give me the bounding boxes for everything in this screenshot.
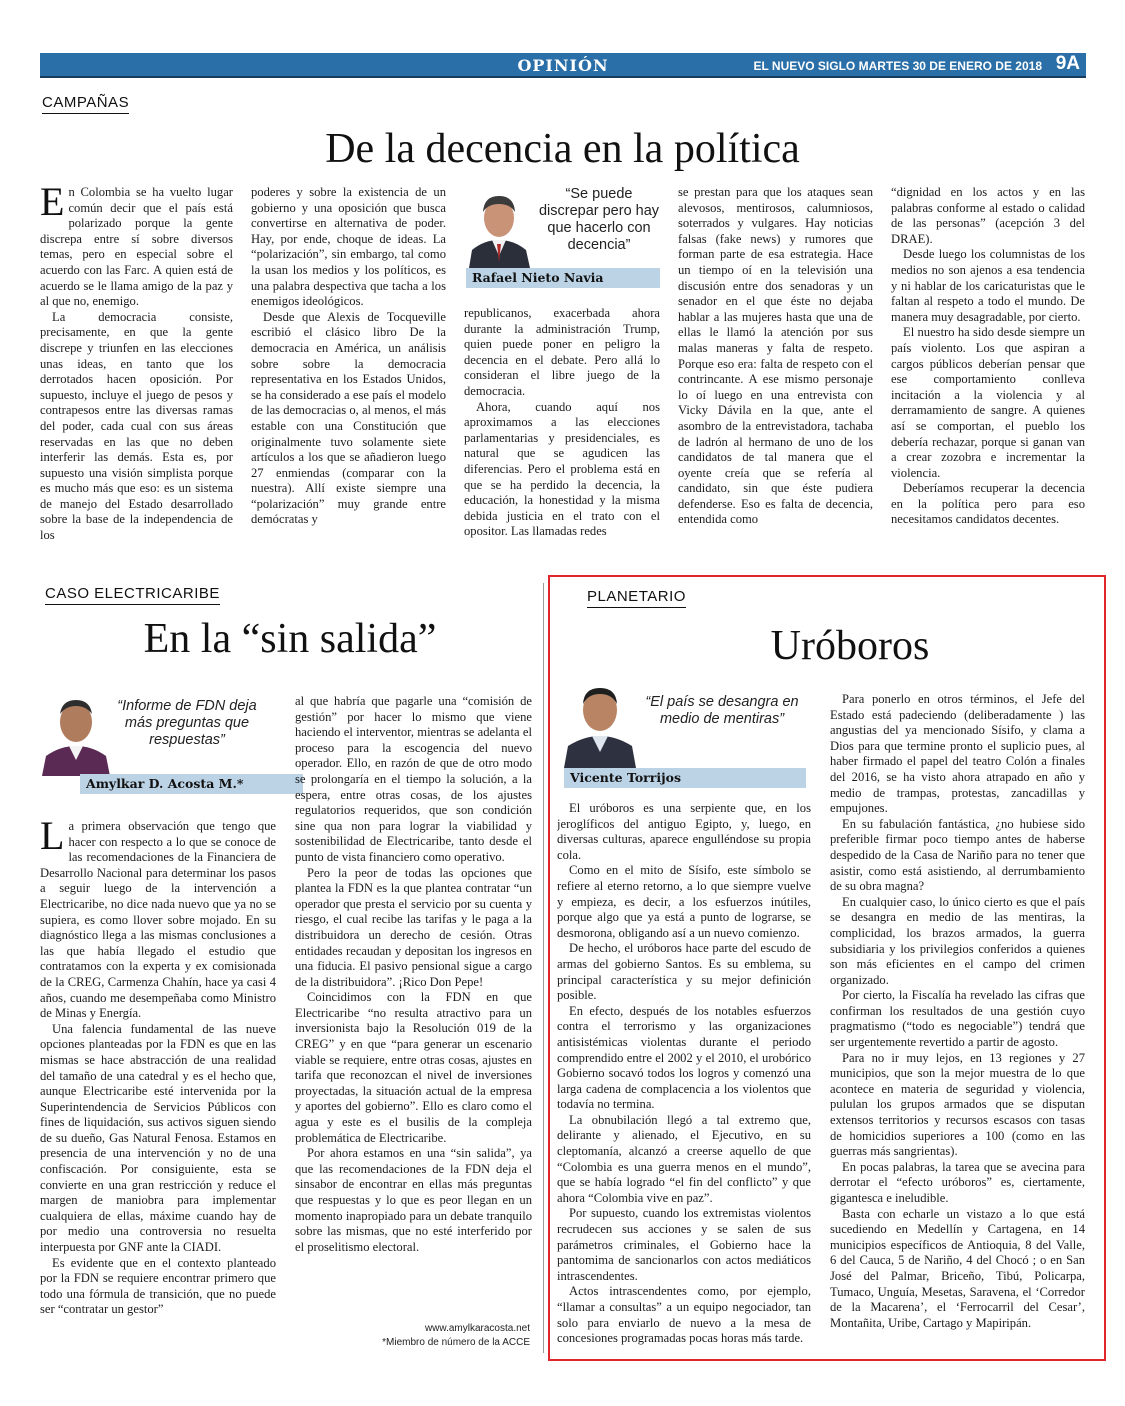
author-byline: Rafael Nieto Navia — [466, 268, 660, 288]
column-rule — [543, 583, 544, 1353]
page-number: 9A — [1055, 53, 1080, 74]
article1-column-2: poderes y sobre la existencia de un gobierno y una oposición que busca convertirse en alternativa de poder. Hay, por ende, choque de ideas. La “polarización”, sin embargo, tal como la usan los medios y los políticos, es una palabra despectiva que tacha a los enemigos ideológicos. Desde que Alexis de Tocqueville escribió el clásico libro De la democracia en América, un análisis sobre sobre la democracia representativa en los Estados Unidos, se ha considerado a ese país el modelo de las democracias o, al menos, el más estable con una Constitución que originalmente tuvo solamente siete artículos a los que se añadieron luego 27 enmiendas (comparar con la nuestra). Allí existe siempre una “polarización” muy grande entre demócratas y — [251, 185, 446, 527]
article3-column-2: Para ponerlo en otros términos, el Jefe del Estado está padeciendo (deliberadamente ) las angustias del ya mencionado Sísifo, y clama a Dios para que termine pronto el suplicio pues, al haber firmado el papel del teatro Colón a finales del 2016, se ha visto ahora atrapado en año y medio de trampas, protestas, zancadillas y empujones. En su fabulación fantástica, ¿no hubiese sido preferible firmar poco tiempo antes de haberse despedido de la Casa de Nariño para no tener que asistir, como está asistiendo, al derrumbamiento de su obra magna? En cualquier caso, lo único cierto es que el país se desangra en medio de las mentiras, la complicidad, los brazos armados, la guerra subsidiaria y los privilegios conferidos a quienes son más eficientes en el campo del crimen organizado. Por cierto, la Fiscalía ha revelado las cifras que confirman los resultados de una gestión cuyo pragmatismo (“todo es negociable”) tendrá que ser urgentemente revertido a partir de agosto. Para no ir muy lejos, en 13 regiones y 27 municipios, que son la mejor muestra de lo que acontece en materia de seguridad y violencia, pululan los grupos armados que se disputan extensos territorios y recursos escasos con tasas de homicidios superiores a 100 (como en las guerras más sangrientas). En pocas palabras, la tarea que se avecina para derrotar el “efecto uróboros” es, ciertamente, gigantesca e ineludible. Basta con echarle un vistazo a lo que está sucediendo en Medellín y Cartagena, en 14 municipios específicos de Antioquia, 8 del Valle, 6 del Cauca, 5 de Nariño, 4 del Chocó ; o en San José del Palmar, Briceño, Tibú, Policarpa, Tumaco, Unguía, Mesetas, Saravena, el ‘Corredor de la Macarena’, el ‘Ferrocarril del Cesar’, Montañita, Uribe, Cartago y Mapiripán. — [830, 692, 1085, 1330]
section-title: OPINIÓN — [517, 56, 609, 75]
author-quote: “Informe de FDN deja más preguntas que respuestas” — [117, 698, 257, 748]
article1-headline: De la decencia en la política — [325, 126, 800, 172]
article1-column-1: En Colombia se ha vuelto lugar común decir que el país está polarizado porque la gente discrepa entre sí sobre diversos temas, pero en especial sobre el acuerdo con las Farc. A quien está de acuerdo se le llama amigo de la paz y al que no, enemigo. La democracia consiste, precisamente, en que la gente discrepe y triunfen en las elecciones unas ideas, en tanto que los derrotados hacen oposición. Por supuesto, incluye el juego de pesos y contrapesos entre las diversas ramas del poder, cada cual con sus áreas reservadas en las que no deben interferir las demás. Esta es, por supuesto una visión simplista porque es mucho más que eso: es un sistema de manejo del Estado desarrollado sobre la base de la independencia de los — [40, 185, 233, 543]
author-byline: Vicente Torrijos — [564, 768, 806, 788]
author-box-nieto — [464, 182, 660, 287]
author-quote: “El país se desangra en medio de mentiras” — [645, 694, 799, 727]
dropcap: E — [40, 185, 65, 224]
author-box-torrijos — [562, 676, 806, 788]
article2-kicker: CASO ELECTRICARIBE — [45, 585, 220, 605]
article1-column-5: “dignidad en los actos y en las palabras conforme al estado o calidad de las personas” (acepción 3 del DRAE). Desde luego los columnistas de los medios no son ajenos a esa tendencia y ni hablar de los caricaturistas que le faltan al respeto a todo el mundo. De manera muy desagradable, por cierto. El nuestro ha sido desde siempre un país violento. Los que aspiran a cargos públicos deberían pensar que ese comportamiento conlleva incitación a la violencia y al derramamiento de sangre. A quienes así se comportan, el pueblo los debería rechazar, porque si ganan van a crear zozobra e incrementar la violencia. Deberíamos recuperar la decencia en la política pero para eso necesitamos candidatos decentes. — [891, 185, 1085, 527]
author-portrait — [40, 690, 112, 776]
article3-column-1: El uróboros es una serpiente que, en los jeroglíficos del antiguo Egipto, y, luego, en diversas culturas, aparece engulléndose su propia cola. Como en el mito de Sísifo, este símbolo se refiere al eterno retorno, a lo que siempre vuelve y empieza, es decir, a los esfuerzos inútiles, porque algo que ya está a punto de lograrse, se desmorona, obligando así a un nuevo comienzo. De hecho, el uróboros hace parte del escudo de armas del gobierno Santos. Es su emblema, su principal característica y su mejor definición posible. En efecto, después de los notables esfuerzos contra el terrorismo y las organizaciones antisistémicas violentas durante el periodo comprendido entre el 2002 y el 2010, el urobórico Gobierno socavó todos los logros y comenzó una larga cadena de complacencia a los violentos que todavía no termina. La obnubilación llegó a tal extremo que, delirante y alienado, el Ejecutivo, en su cleptomanía, alcanzó a creerse aquello de que “Colombia es una guerra menos en el mundo”, que se había logrado “el fin del conflicto” y que ahora “Colombia vive en paz”. Por supuesto, cuando los extremistas violentos recrudecen sus acciones y se salen de sus parámetros criminales, el Gobierno hace la pantomima de sancionarlos con actos mediáticos intrascendentes. Actos intrascendentes como, por ejemplo, “llamar a consultas” a un equipo negociador, tan solo para enviarlo de nuevo a la mesa de concesiones programadas pocas horas más tarde. — [557, 801, 811, 1346]
article1-column-4: se prestan para que los ataques sean alevosos, mentirosos, calumniosos, soterrados y vulgares. Hay noticias falsas (fake news) y rumores que forman parte de esa estrategia. Hace un tiempo oí en la televisión una discusión entre dos senadoras y un senador en el que éste no dejaba hablar a las mujeres hasta que una de ellas le llamó la atención por sus malas maneras y falta de respeto. Porque eso era: falta de respeto con el contrincante. A ese mismo personaje lo oí luego en una entrevista con Vicky Dávila en la que, ante el asombro de la entrevistadora, tachaba de ladrón al hermano de uno de los candidatos de tal manera que el oyente creía que se refería al candidato, sin que éste pudiera defenderse. Eso es falta de decencia, entendida como — [678, 185, 873, 527]
author-box-acosta — [40, 690, 264, 794]
article2-column-2: al que habría que pagarle una “comisión de gestión” por hacer lo mismo que viene haciendo el interventor, mientras se adelanta el proceso para la escogencia del nuevo operador. Ello, en razón de que de otro modo se prolongaría en el tiempo la solución, a la espera, entre otras cosas, de los ajustes regulatorios requeridos, que son condición sine qua non para lograr la viabilidad y sostenibilidad de Electricaribe, tanto desde el punto de vista financiero como operativo. Pero la peor de todas las opciones que plantea la FDN es la que plantea contratar “un operador que presta el servicio por su cuenta y riesgo, el cual recibe las tarifas y le paga a la distribuidora un derecho de cesión. Otras entidades recaudan y depositan los ingresos en una fiducia. El pasivo pensional sigue a cargo de la distribuidora”. ¡Rico Don Pepe! Coincidimos con la FDN en que Electricaribe “no resulta atractivo para un inversionista bajo la Resolución 019 de la CREG” y en que “para generar un escenario viable se requiere, entre otras cosas, ajustes en tarifa que reconozcan el nivel de inversiones proyectadas, la situación actual de la empresa y aportes del gobierno”. Ello es claro como el agua y este es el busilis de la compleja problemática de Electricaribe. Por ahora estamos en una “sin salida”, ya que las recomendaciones de la FDN deja el sinsabor de encontrar en ellas más preguntas que respuestas y lo que es peor llegan en un momento inapropiado para un debate tranquilo sobre las mismas, que no esté interferido por el proselitismo electoral. — [295, 694, 532, 1254]
author-quote: “Se puede discrepar pero hay que hacerlo con decencia” — [538, 186, 660, 253]
footnote-member: *Miembro de número de la ACCE — [382, 1337, 530, 1348]
author-portrait — [464, 184, 534, 268]
dropcap: L — [40, 819, 65, 858]
author-byline: Amylkar D. Acosta M.* — [80, 774, 303, 794]
article1-column-3: republicanos, exacerbada ahora durante la administración Trump, quien puede poner en peligro la decencia en el debate. Pero allá lo consideran el libre juego de la democracia. Ahora, cuando aquí nos aproximamos a las elecciones parlamentarias y presidenciales, es natural que se agudicen las diferencias. Pero el problema está en que se ha perdido la decencia, la educación, la honestidad y la misma debida justicia en el trato con el opositor. Las llamadas redes — [464, 306, 660, 539]
article2-column-1: La primera observación que tengo que hacer con respecto a lo que se conoce de las recomendaciones de la Financiera de Desarrollo Nacional para determinar los pasos a seguir luego de la intervención a Electricaribe, no dice nada nuevo que ya no se supiera, es como llover sobre mojado. En su diagnóstico llega a las mismas conclusiones a las que había llegado el estudio que contratamos con la experta y ex comisionada de la CREG, Carmenza Chahín, hace ya casi 4 años, cuando me desempeñaba como Ministro de Minas y Energía. Una falencia fundamental de las nueve opciones planteadas por la FDN es que en las mismas se hace abstracción de una realidad del tamaño de una catedral y es el hecho que, aunque Electricaribe esté intervenida por la Superintendencia de Servicios Públicos con fines de liquidación, sus activos siguen siendo de su dueño, Gas Natural Fenosa. Estamos en presencia de una intervención y no de una confiscación. Por consiguiente, esta se convierte en una gran restricción y reduce el margen de maniobra para implementar cualquiera de ellas, máxime cuando hay de por medio una controversia no resuelta interpuesta por GNF ante la CIADI. Es evidente que en el contexto planteado por la FDN se requiere encontrar primero que todo una fórmula de transición, que no puede ser “contratar un gestor” — [40, 819, 276, 1317]
author-portrait — [562, 676, 638, 768]
newspaper-date: EL NUEVO SIGLO MARTES 30 DE ENERO DE 2018 — [753, 59, 1042, 73]
article3-kicker: PLANETARIO — [587, 588, 686, 608]
masthead-bar — [40, 53, 1086, 78]
article2-headline: En la “sin salida” — [143, 616, 437, 662]
footnote-url: www.amylkaracosta.net — [424, 1323, 530, 1334]
article3-headline: Uróboros — [770, 623, 930, 669]
article1-kicker: CAMPAÑAS — [42, 94, 129, 114]
